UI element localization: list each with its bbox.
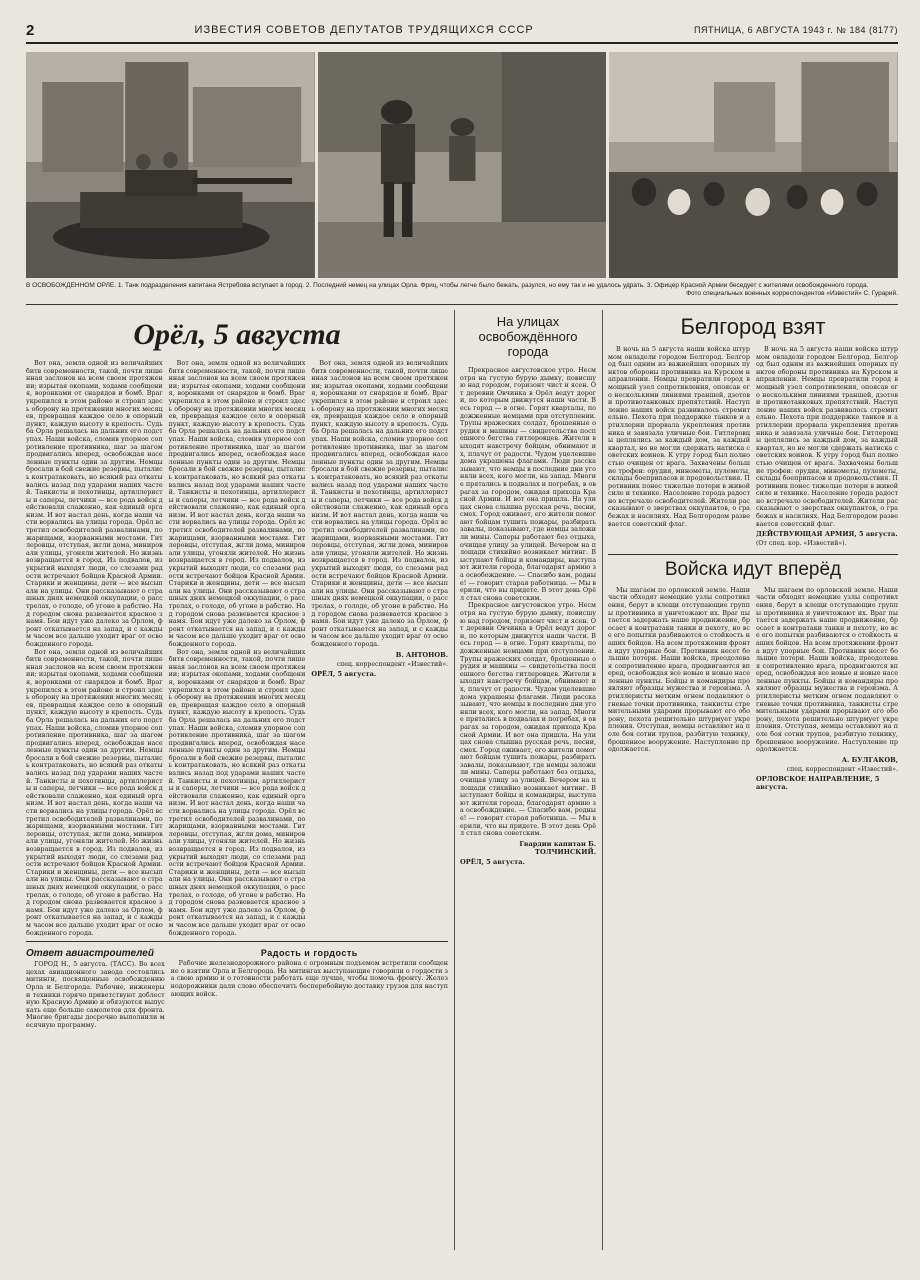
article-orel-text-1: Вот она, земля одной из величайших битв современности, такой, почти лишенная заслонов на всем своем протяжении; изрытая окопами, ходами сообщения, воронками от снарядов и бомб. Враг укрепился в этом районе и строил здесь оборону на протяжении многих месяцев, превращая каждое село в опорный пункт, каждую высоту в крепость. Судьба Орла решалась на дальних его подступах. Наши войска, сломив упорное сопротивление противника, шаг за шагом продвигались вперед, освобождая населенные пункты один за другим. Немцы бросали в бой свежие резервы, пытались контратаковать, но всякий раз откатывались назад под ударами наших частей. Танкисты и пехотинцы, артиллеристы и саперы, летчики — все рода войск действовали слаженно, как единый организм. И вот настал день, когда наши части ворвались на улицы города. Орёл встретил освободителей развалинами, пожарищами, взорванными мостами. Гитлеровцы, отступая, жгли дома, минировали улицы, угоняли жителей. Но жизнь возвращается в город. Из подвалов, из укрытий выходят люди, со слезами радости встречают бойцов Красной Армии. Старики и женщины, дети — все высыпали на улицы. Они рассказывают о страшных днях немецкой оккупации, о расстрелах, о голоде, об угоне в рабство. Над городом снова развевается красное знамя. Бои идут уже далеко за Орлом, фронт откатывается на запад, и с каждым часом все дальше уходит враг от освобожденного города. [26, 359, 163, 648]
article-orel-author: В. АНТОНОВ. [395, 650, 449, 659]
photo-credit: Фото специальных военных корреспондентов «Известий» С. Гурарий. [686, 290, 898, 297]
article-streets [460, 310, 596, 1250]
column-rule-1 [454, 310, 455, 1250]
article-forward-text-2: Мы шагаем по орловской земле. Наши части обходят немецкие узлы сопротивления, берут в клещи отступающие группы противника и уничтожают их. Враг пытается задержать наше продвижение, бросает в контратаки танки и пехоту, но все его попытки разбиваются о стойкость наших бойцов. На всем протяжении фронта идут упорные бои. Противник несет большие потери. Наши войска, преодолевая сопротивление врага, продвигаются вперед, освобождая все новые и новые населенные пункты. Бойцы и командиры проявляют образцы мужества и героизма. Артиллеристы метким огнем подавляют огневые точки противника, танкисты стремительными ударами прорывают его оборону, пехота решительно штурмует укрепления. Отступая, немцы оставляют на поле боя сотни трупов, разбитую технику, брошенное вооружение. Наступление продолжается. [756, 585, 898, 754]
dateline: ПЯТНИЦА, 6 АВГУСТА 1943 г. № 184 (8177) [693, 25, 898, 35]
article-streets-place: ОРЁЛ, 5 августа. [460, 857, 525, 866]
bottom-left-notes [26, 946, 448, 1029]
article-forward-author: А. БУЛГАКОВ, [841, 755, 898, 764]
article-orel [26, 310, 448, 1250]
article-belgorod-body [608, 346, 898, 550]
masthead: ИЗВЕСТИЯ СОВЕТОВ ДЕПУТАТОВ ТРУДЯЩИХСЯ СССР [194, 24, 534, 36]
article-forward-place: ОРЛОВСКОЕ НАПРАВЛЕНИЕ, 5 августа. [756, 775, 880, 792]
column-rule-2 [602, 310, 603, 1250]
article-belgorod-text-1: В ночь на 5 августа наши войска штурмом овладели городом Белгород. Белгород был одним из важнейших опорных пунктов обороны противника на Курском направлении. Немцы превратили город в мощный узел сопротивления, опоясав его несколькими линиями траншей, дзотов и противотанковых препятствий. Наступление наших войск развивалось стремительно. Пехота при поддержке танков и артиллерии прорвала укрепления противника и завязала уличные бои. Гитлеровцы цеплялись за каждый дом, за каждый квартал, но не могли сдержать натиска советских воинов. К утру город был полностью очищен от врага. Захвачены большие трофеи: орудия, минометы, пулеметы, склады боеприпасов и продовольствия. Противник понес тяжелые потери в живой силе и технике. Население города радостно встречало освободителей. Жители рассказывают о зверствах оккупантов, о грабежах и насилиях. Над Белгородом развевается советский флаг. [608, 345, 750, 528]
article-orel-author-role: спец. корреспондент «Известий». [336, 660, 449, 668]
right-articles [608, 310, 898, 1250]
article-belgorod-text-2: В ночь на 5 августа наши войска штурмом овладели городом Белгород. Белгород был одним из важнейших опорных пунктов обороны противника на Курском направлении. Немцы превратили город в мощный узел сопротивления, опоясав его несколькими линиями траншей, дзотов и противотанковых препятствий. Наступление наших войск развивалось стремительно. Пехота при поддержке танков и артиллерии прорвала укрепления противника и завязала уличные бои. Гитлеровцы цеплялись за каждый дом, за каждый квартал, но не могли сдержать натиска советских воинов. К утру город был полностью очищен от врага. Захвачены большие трофеи: орудия, минометы, пулеметы, склады боеприпасов и продовольствия. Противник понес тяжелые потери в живой силе и технике. Население города радостно встречало освободителей. Жители рассказывают о зверствах оккупантов, о грабежах и насилиях. Над Белгородом развевается советский флаг. [756, 345, 898, 528]
photo-strip [26, 52, 898, 278]
article-belgorod-title: Белгород взят [680, 314, 826, 339]
photo-german-soldier [318, 52, 607, 278]
aviators-title: Ответ авиастроителей [26, 948, 154, 960]
article-streets-text: Прекрасное августовское утро. Несмотря на густую бурую дымку, повисшую над городом, горизонт чист и ясен. От деревни Овчинка в Орёл ведут дороги, по которым движутся наши части. Весь город — в огне. Горят кварталы, подожженные немцами при отступлении. Трупы вражеских солдат, брошенные орудия и машины — свидетельства поспешного бегства гитлеровцев. Жители выходят навстречу бойцам, обнимают их, плачут от радости. Чудом уцелевшие дома украшены флагами. Люди рассказывают, что немцы в последние дни угоняли всех, кого могли, на запад. Многие прятались в подвалах и погребах, в оврагах за городом, ожидая прихода Красной Армии. И вот она пришла. На улицах снова слышна русская речь, песни, смех. Город оживает, его жители помогают бойцам тушить пожары, разбирать завалы, показывают, где немцы заложили мины. Саперы работают без отдыха, очищая улицу за улицей. Вечером на площади стихийно возникает митинг. Выступают бойцы и командиры, выступают жители города, благодарят армию за освобождение. — Спасибо вам, родные! — говорит старая работница. — Мы верили, что вы придете. В этот день Орёл стал снова советским. [460, 366, 596, 602]
photo-officer-with-residents [609, 52, 898, 278]
page-header [26, 18, 898, 44]
article-forward-body [608, 587, 898, 794]
article-orel-text-1b: Вот она, земля одной из величайших битв современности, такой, почти лишенная заслонов на всем своем протяжении; изрытая окопами, ходами сообщения, воронками от снарядов и бомб. Враг укрепился в этом районе и строил здесь оборону на протяжении многих месяцев, превращая каждое село в опорный пункт, каждую высоту в крепость. Судьба Орла решалась на дальних его подступах. Наши войска, сломив упорное сопротивление противника, шаг за шагом продвигались вперед, освобождая населенные пункты один за другим. Немцы бросали в бой свежие резервы, пытались контратаковать, но всякий раз откатывались назад под ударами наших частей. Танкисты и пехотинцы, артиллеристы и саперы, летчики — все рода войск действовали слаженно, как единый организм. И вот настал день, когда наши части ворвались на улицы города. Орёл встретил освободителей развалинами, пожарищами, взорванными мостами. Гитлеровцы, отступая, жгли дома, минировали улицы, угоняли жителей. Но жизнь возвращается в город. Из подвалов, из укрытий выходят люди, со слезами радости встречают бойцов Красной Армии. Старики и женщины, дети — все высыпали на улицы. Они рассказывают о страшных днях немецкой оккупации, о расстрелах, о голоде, об угоне в рабство. Над городом снова развевается красное знамя. Бои идут уже далеко за Орлом, фронт откатывается на запад, и с каждым часом все дальше уходит враг от освобожденного города. [26, 647, 163, 937]
article-orel-text-2b: Вот она, земля одной из величайших битв современности, такой, почти лишенная заслонов на всем своем протяжении; изрытая окопами, ходами сообщения, воронками от снарядов и бомб. Враг укрепился в этом районе и строил здесь оборону на протяжении многих месяцев, превращая каждое село в опорный пункт, каждую высоту в крепость. Судьба Орла решалась на дальних его подступах. Наши войска, сломив упорное сопротивление противника, шаг за шагом продвигались вперед, освобождая населенные пункты один за другим. Немцы бросали в бой свежие резервы, пытались контратаковать, но всякий раз откатывались назад под ударами наших частей. Танкисты и пехотинцы, артиллеристы и саперы, летчики — все рода войск действовали слаженно, как единый организм. И вот настал день, когда наши части ворвались на улицы города. Орёл встретил освободителей развалинами, пожарищами, взорванными мостами. Гитлеровцы, отступая, жгли дома, минировали улицы, угоняли жителей. Но жизнь возвращается в город. Из подвалов, из укрытий выходят люди, со слезами радости встречают бойцов Красной Армии. Старики и женщины, дети — все высыпали на улицы. Они рассказывают о страшных днях немецкой оккупации, о расстрелах, о голоде, об угоне в рабство. Над городом снова развевается красное знамя. Бои идут уже далеко за Орлом, фронт откатывается на запад, и с каждым часом все дальше уходит враг от освобожденного города. [168, 647, 306, 937]
article-forward-author-role: спец. корреспондент «Известий». [786, 765, 898, 773]
article-belgorod-source: (От спец. кор. «Известий»). [756, 540, 847, 548]
article-orel-body [26, 360, 448, 937]
article-orel-text-3: Вот она, земля одной из величайших битв современности, такой, почти лишенная заслонов на всем своем протяжении; изрытая окопами, ходами сообщения, воронками от снарядов и бомб. Враг укрепился в этом районе и строил здесь оборону на протяжении многих месяцев, превращая каждое село в опорный пункт, каждую высоту в крепость. Судьба Орла решалась на дальних его подступах. Наши войска, сломив упорное сопротивление противника, шаг за шагом продвигались вперед, освобождая населенные пункты один за другим. Немцы бросали в бой свежие резервы, пытались контратаковать, но всякий раз откатывались назад под ударами наших частей. Танкисты и пехотинцы, артиллеристы и саперы, летчики — все рода войск действовали слаженно, как единый организм. И вот настал день, когда наши части ворвались на улицы города. Орёл встретил освободителей развалинами, пожарищами, взорванными мостами. Гитлеровцы, отступая, жгли дома, минировали улицы, угоняли жителей. Но жизнь возвращается в город. Из подвалов, из укрытий выходят люди, со слезами радости встречают бойцов Красной Армии. Старики и женщины, дети — все высыпали на улицы. Они рассказывают о страшных днях немецкой оккупации, о расстрелах, о голоде, об угоне в рабство. Над городом снова развевается красное знамя. Бои идут уже далеко за Орлом, фронт откатывается на запад, и с каждым часом все дальше уходит враг от освобожденного города. [311, 359, 449, 648]
article-streets-author: Гвардии капитан Б. ТОЛЧИНСКИЙ. [519, 839, 596, 856]
aviators-text: ГОРОД Н., 5 августа. (ТАСС). Во всех цехах авиационного завода состоялись митинги, посвященные освобождению Орла и Белгорода. Рабочие, инженеры и техники горячо приветствуют доблестную Красную Армию и обязуются выпускать еще больше самолетов для фронта. Многие бригады досрочно выполнили месячную программу. [26, 960, 165, 1029]
article-orel-place: ОРЁЛ, 5 августа. [311, 670, 377, 679]
photo-tank [26, 52, 315, 278]
article-streets-text-b: Прекрасное августовское утро. Несмотря на густую бурую дымку, повисшую над городом, горизонт чист и ясен. От деревни Овчинка в Орёл ведут дороги, по которым движутся наши части. Весь город — в огне. Горят кварталы, подожженные немцами при отступлении. Трупы вражеских солдат, брошенные орудия и машины — свидетельства поспешного бегства гитлеровцев. Жители выходят навстречу бойцам, обнимают их, плачут от радости. Чудом уцелевшие дома украшены флагами. Люди рассказывают, что немцы в последние дни угоняли всех, кого могли, на запад. Многие прятались в подвалах и погребах, в оврагах за городом, ожидая прихода Красной Армии. И вот она пришла. На улицах снова слышна русская речь, песни, смех. Город оживает, его жители помогают бойцам тушить пожары, разбирать завалы, показывают, где немцы заложили мины. Саперы работают без отдыха, очищая улицу за улицей. Вечером на площади стихийно возникает митинг. Выступают бойцы и командиры, выступают жители города, благодарят армию за освобождение. — Спасибо вам, родные! — говорит старая работница. — Мы верили, что вы придете. В этот день Орёл стал снова советским. [460, 601, 596, 838]
photo-caption: В ОСВОБОЖДЕННОМ ОРЛЕ. 1. Танк подразделения капитана Ястребова вступает в город. 2. Последний немец на улицах Орла. Фриц, чтобы легче было бежать, разулся, но ему так и не удалось удрать. 3. Офицер Красной Армии беседует с жителями освобожденного города. Фото специальных военных корреспондентов «Известий» С. Гурарий. [26, 282, 898, 305]
article-belgorod-place: ДЕЙСТВУЮЩАЯ АРМИЯ, 5 августа. [756, 530, 898, 539]
article-forward-title: Войска идут вперёд [664, 558, 842, 580]
article-streets-title: На улицах освобождённого города [478, 314, 578, 359]
page-number: 2 [26, 21, 35, 39]
article-forward-text-1: Мы шагаем по орловской земле. Наши части обходят немецкие узлы сопротивления, берут в клещи отступающие группы противника и уничтожают их. Враг пытается задержать наше продвижение, бросает в контратаки танки и пехоту, но все его попытки разбиваются о стойкость наших бойцов. На всем протяжении фронта идут упорные бои. Противник несет большие потери. Наши войска, преодолевая сопротивление врага, продвигаются вперед, освобождая все новые и новые населенные пункты. Бойцы и командиры проявляют образцы мужества и героизма. Артиллеристы метким огнем подавляют огневые точки противника, танкисты стремительными ударами прорывают его оборону, пехота решительно штурмует укрепления. Отступая, немцы оставляют на поле боя сотни трупов, разбитую технику, брошенное вооружение. Наступление продолжается. [608, 585, 750, 754]
pride-title: Радость и гордость [260, 948, 358, 959]
article-orel-title: Орёл, 5 августа [133, 318, 341, 351]
article-orel-text-2: Вот она, земля одной из величайших битв современности, такой, почти лишенная заслонов на всем своем протяжении; изрытая окопами, ходами сообщения, воронками от снарядов и бомб. Враг укрепился в этом районе и строил здесь оборону на протяжении многих месяцев, превращая каждое село в опорный пункт, каждую высоту в крепость. Судьба Орла решалась на дальних его подступах. Наши войска, сломив упорное сопротивление противника, шаг за шагом продвигались вперед, освобождая населенные пункты один за другим. Немцы бросали в бой свежие резервы, пытались контратаковать, но всякий раз откатывались назад под ударами наших частей. Танкисты и пехотинцы, артиллеристы и саперы, летчики — все рода войск действовали слаженно, как единый организм. И вот настал день, когда наши части ворвались на улицы города. Орёл встретил освободителей развалинами, пожарищами, взорванными мостами. Гитлеровцы, отступая, жгли дома, минировали улицы, угоняли жителей. Но жизнь возвращается в город. Из подвалов, из укрытий выходят люди, со слезами радости встречают бойцов Красной Армии. Старики и женщины, дети — все высыпали на улицы. Они рассказывают о страшных днях немецкой оккупации, о расстрелах, о голоде, об угоне в рабство. Над городом снова развевается красное знамя. Бои идут уже далеко за Орлом, фронт откатывается на запад, и с каждым часом все дальше уходит враг от освобожденного города. [168, 359, 306, 648]
pride-text: Рабочие железнодорожного района с огромным подъемом встретили сообщение о взятии Орла и Белгорода. На митингах выступающие говорили о гордости за свою армию и о готовности работать еще лучше, чтобы помочь фронту. Железнодорожники дали слово обеспечить бесперебойную доставку грузов для наступающих войск. [170, 959, 448, 998]
